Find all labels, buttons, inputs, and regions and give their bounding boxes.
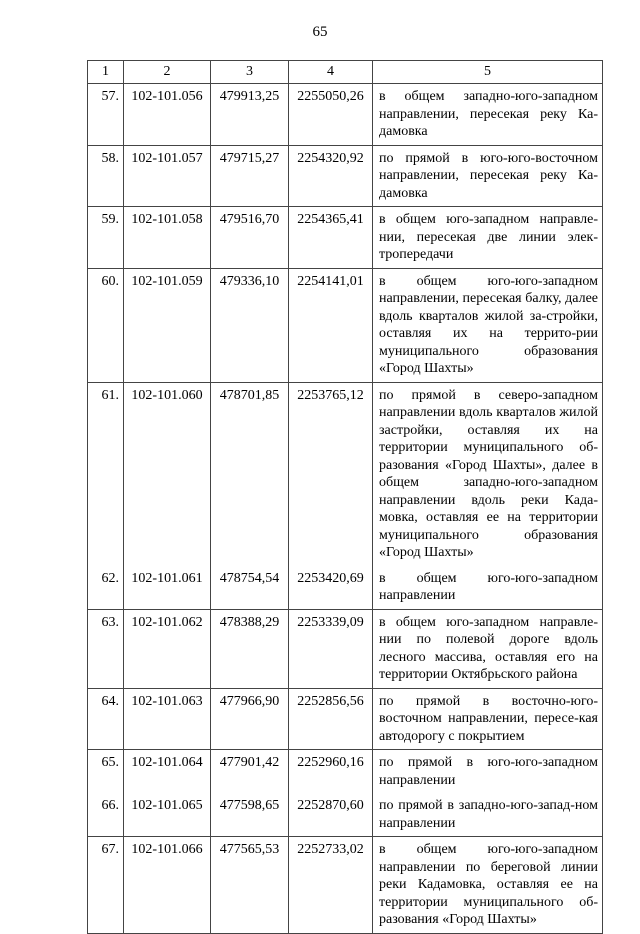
row-number: 64. — [88, 688, 124, 750]
table-row — [88, 382, 603, 566]
row-number: 66. — [88, 793, 124, 837]
coord-y: 2252960,16 — [289, 750, 373, 794]
header-col-3: 3 — [211, 61, 289, 84]
direction-description: в общем юго-юго-западном направлении — [373, 566, 603, 610]
coord-x: 478754,54 — [211, 566, 289, 610]
coord-y: 2253420,69 — [289, 566, 373, 610]
point-code: 102-101.060 — [124, 382, 211, 566]
coord-x: 478701,85 — [211, 382, 289, 566]
table-row — [88, 268, 603, 382]
table-row — [88, 750, 603, 794]
coord-y: 2253765,12 — [289, 382, 373, 566]
point-code: 102-101.064 — [124, 750, 211, 794]
direction-description: по прямой в северо-западном направлении вдоль кварталов жилой застройки, оставляя их на территории муниципального об-разования «Город Шахты», далее в общем западно-юго-западном направлении вдоль реки Када-мовка, оставляя ее на территории муниципального образования «Город Шахты» — [373, 382, 603, 566]
direction-description: в общем юго-юго-западном направлении, пересекая балку, далее вдоль кварталов жилой за-стройки, оставляя их на террито-рии муниципального образования «Город Шахты» — [373, 268, 603, 382]
table-row — [88, 688, 603, 750]
header-col-4: 4 — [289, 61, 373, 84]
point-code: 102-101.061 — [124, 566, 211, 610]
row-number: 60. — [88, 268, 124, 382]
point-code: 102-101.056 — [124, 84, 211, 146]
header-col-2: 2 — [124, 61, 211, 84]
header-col-1: 1 — [88, 61, 124, 84]
coord-x: 479516,70 — [211, 207, 289, 269]
table-row — [88, 837, 603, 934]
coord-x: 477565,53 — [211, 837, 289, 934]
row-number: 65. — [88, 750, 124, 794]
page-number: 65 — [312, 24, 328, 40]
row-number: 61. — [88, 382, 124, 566]
coord-x: 479336,10 — [211, 268, 289, 382]
point-code: 102-101.057 — [124, 145, 211, 207]
coord-x: 477598,65 — [211, 793, 289, 837]
coord-y: 2255050,26 — [289, 84, 373, 146]
coord-x: 478388,29 — [211, 609, 289, 688]
coord-y: 2252856,56 — [289, 688, 373, 750]
point-code: 102-101.063 — [124, 688, 211, 750]
table-row — [88, 145, 603, 207]
coord-y: 2254141,01 — [289, 268, 373, 382]
coord-x: 479715,27 — [211, 145, 289, 207]
coord-y: 2254365,41 — [289, 207, 373, 269]
coord-x: 477901,42 — [211, 750, 289, 794]
point-code: 102-101.062 — [124, 609, 211, 688]
point-code: 102-101.059 — [124, 268, 211, 382]
coord-y: 2252870,60 — [289, 793, 373, 837]
direction-description: по прямой в юго-юго-западном направлении — [373, 750, 603, 794]
direction-description: по прямой в юго-юго-восточном направлении, пересекая реку Ка-дамовка — [373, 145, 603, 207]
coord-y: 2253339,09 — [289, 609, 373, 688]
point-code: 102-101.058 — [124, 207, 211, 269]
direction-description: по прямой в западно-юго-запад-ном направлении — [373, 793, 603, 837]
table-row — [88, 84, 603, 146]
point-code: 102-101.065 — [124, 793, 211, 837]
table-row — [88, 609, 603, 688]
direction-description: в общем западно-юго-западном направлении, пересекая реку Ка-дамовка — [373, 84, 603, 146]
coord-y: 2254320,92 — [289, 145, 373, 207]
coord-x: 479913,25 — [211, 84, 289, 146]
table-row — [88, 566, 603, 610]
point-code: 102-101.066 — [124, 837, 211, 934]
row-number: 59. — [88, 207, 124, 269]
row-number: 67. — [88, 837, 124, 934]
table-row — [88, 207, 603, 269]
table-row — [88, 793, 603, 837]
direction-description: в общем юго-западном направле-нии, пересекая две линии элек-тропередачи — [373, 207, 603, 269]
boundary-table — [87, 60, 603, 934]
row-number: 58. — [88, 145, 124, 207]
coord-y: 2252733,02 — [289, 837, 373, 934]
table-header-row — [88, 61, 603, 84]
direction-description: в общем юго-западном направле-нии по полевой дороге вдоль лесного массива, оставляя его на территории Октябрьского района — [373, 609, 603, 688]
coord-x: 477966,90 — [211, 688, 289, 750]
row-number: 62. — [88, 566, 124, 610]
direction-description: в общем юго-юго-западном направлении по береговой линии реки Кадамовка, оставляя ее на территории муниципального об-разования «Город Шахты» — [373, 837, 603, 934]
direction-description: по прямой в восточно-юго-восточном направлении, пересе-кая автодорогу с покрытием — [373, 688, 603, 750]
row-number: 57. — [88, 84, 124, 146]
header-col-5: 5 — [373, 61, 603, 84]
row-number: 63. — [88, 609, 124, 688]
